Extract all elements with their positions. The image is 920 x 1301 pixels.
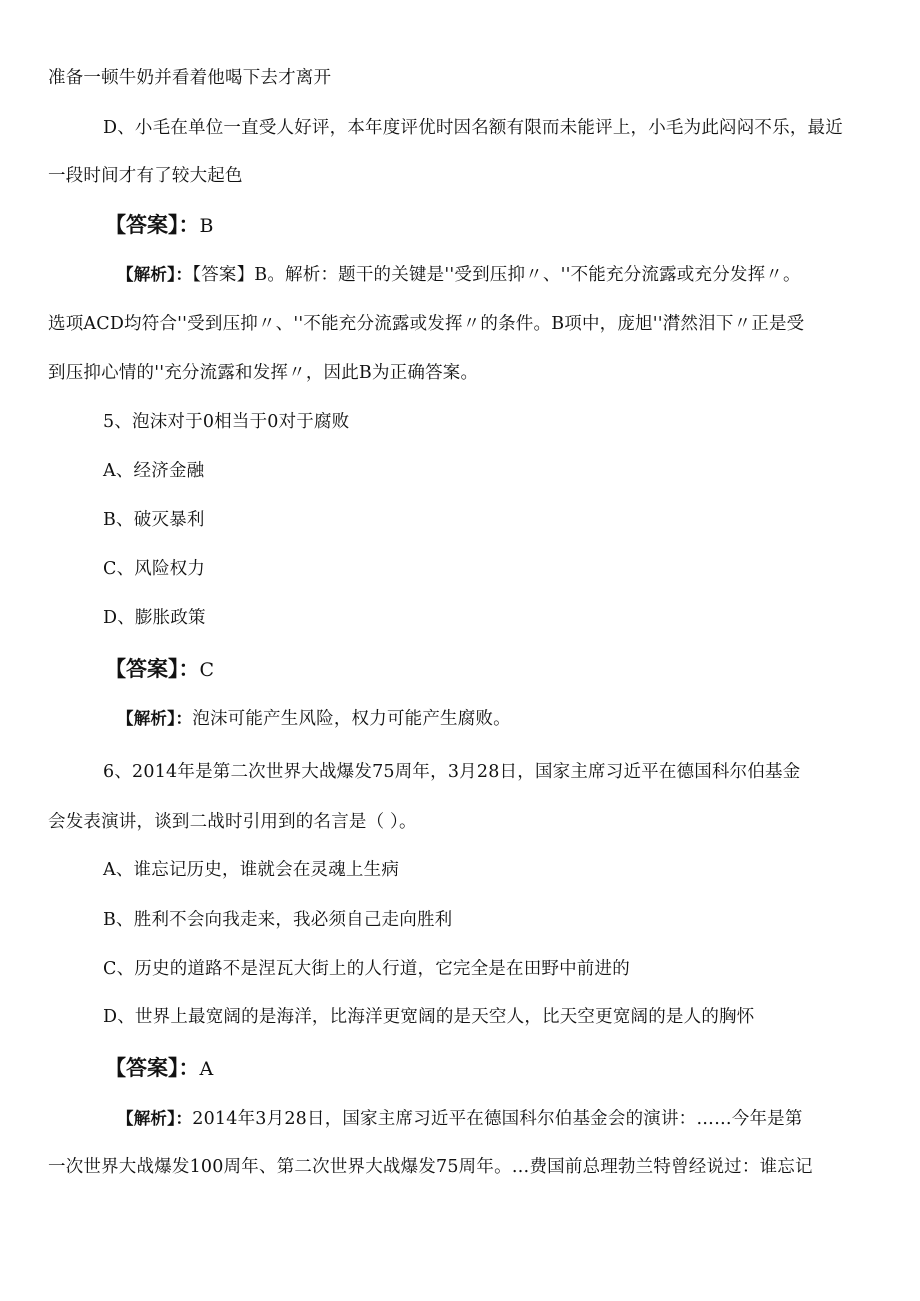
text-line: 准备一顿牛奶并看着他喝下去才离开 (48, 68, 332, 88)
explanation-text: 泡沫可能产生风险，权力可能产生腐败。 (192, 709, 511, 729)
question-6-cont: 会发表演讲，谈到二战时引用到的名言是（ ）。 (48, 812, 417, 832)
answer-label: 【答案】： (105, 1056, 200, 1080)
explanation-line: 到压抑心情的''充分流露和发挥〃，因此B为正确答案。 (48, 363, 479, 383)
explanation-text: 【答案】B。解析：题干的关键是''受到压抑〃、''不能充分流露或充分发挥〃。 (192, 265, 801, 285)
option-d-text: D、小毛在单位一直受人好评，本年度评优时因名额有限而未能评上，小毛为此闷闷不乐，最近 (103, 118, 843, 138)
answer-value: A (199, 1058, 214, 1080)
option-c: C、历史的道路不是涅瓦大街上的人行道，它完全是在田野中前进的 (103, 959, 630, 979)
option-a: A、谁忘记历史，谁就会在灵魂上生病 (103, 860, 400, 880)
explanation-label: 【解析】： (117, 709, 193, 728)
answer-line (105, 211, 213, 240)
text-line: 一段时间才有了较大起色 (48, 166, 243, 186)
answer-value: C (199, 659, 215, 681)
answer-label: 【答案】： (105, 657, 200, 681)
explanation-line: 一次世界大战爆发100周年、第二次世界大战爆发75周年。…费国前总理勃兰特曾经说过：谁忘记 (48, 1157, 813, 1177)
option-d: D、膨胀政策 (103, 608, 206, 628)
explanation-text: 2014年3月28日，国家主席习近平在德国科尔伯基金会的演讲：……今年是第 (192, 1109, 803, 1129)
option-c: C、风险权力 (103, 559, 206, 579)
explanation-line (117, 1107, 803, 1131)
explanation-label: 【解析】： (117, 1109, 193, 1128)
answer-line (105, 1054, 213, 1083)
answer-line (105, 655, 214, 684)
explanation-line (117, 263, 801, 287)
explanation-line: 选项ACD均符合''受到压抑〃、''不能充分流露或发挥〃的条件。B项中，庞旭''潸然泪下〃正是受 (48, 314, 805, 334)
answer-label: 【答案】： (105, 213, 200, 237)
answer-value: B (199, 215, 214, 237)
question-6: 6、2014年是第二次世界大战爆发75周年，3月28日，国家主席习近平在德国科尔伯基金 (103, 762, 801, 782)
option-b: B、破灭暴利 (103, 510, 205, 530)
explanation-label: 【解析】： (117, 265, 193, 284)
option-b: B、胜利不会向我走来，我必须自己走向胜利 (103, 910, 453, 930)
option-d: D、世界上最宽阔的是海洋，比海洋更宽阔的是天空人，比天空更宽阔的是人的胸怀 (103, 1007, 755, 1027)
explanation-line (117, 707, 511, 731)
option-a: A、经济金融 (103, 461, 205, 481)
question-5: 5、泡沫对于0相当于0对于腐败 (103, 412, 350, 432)
